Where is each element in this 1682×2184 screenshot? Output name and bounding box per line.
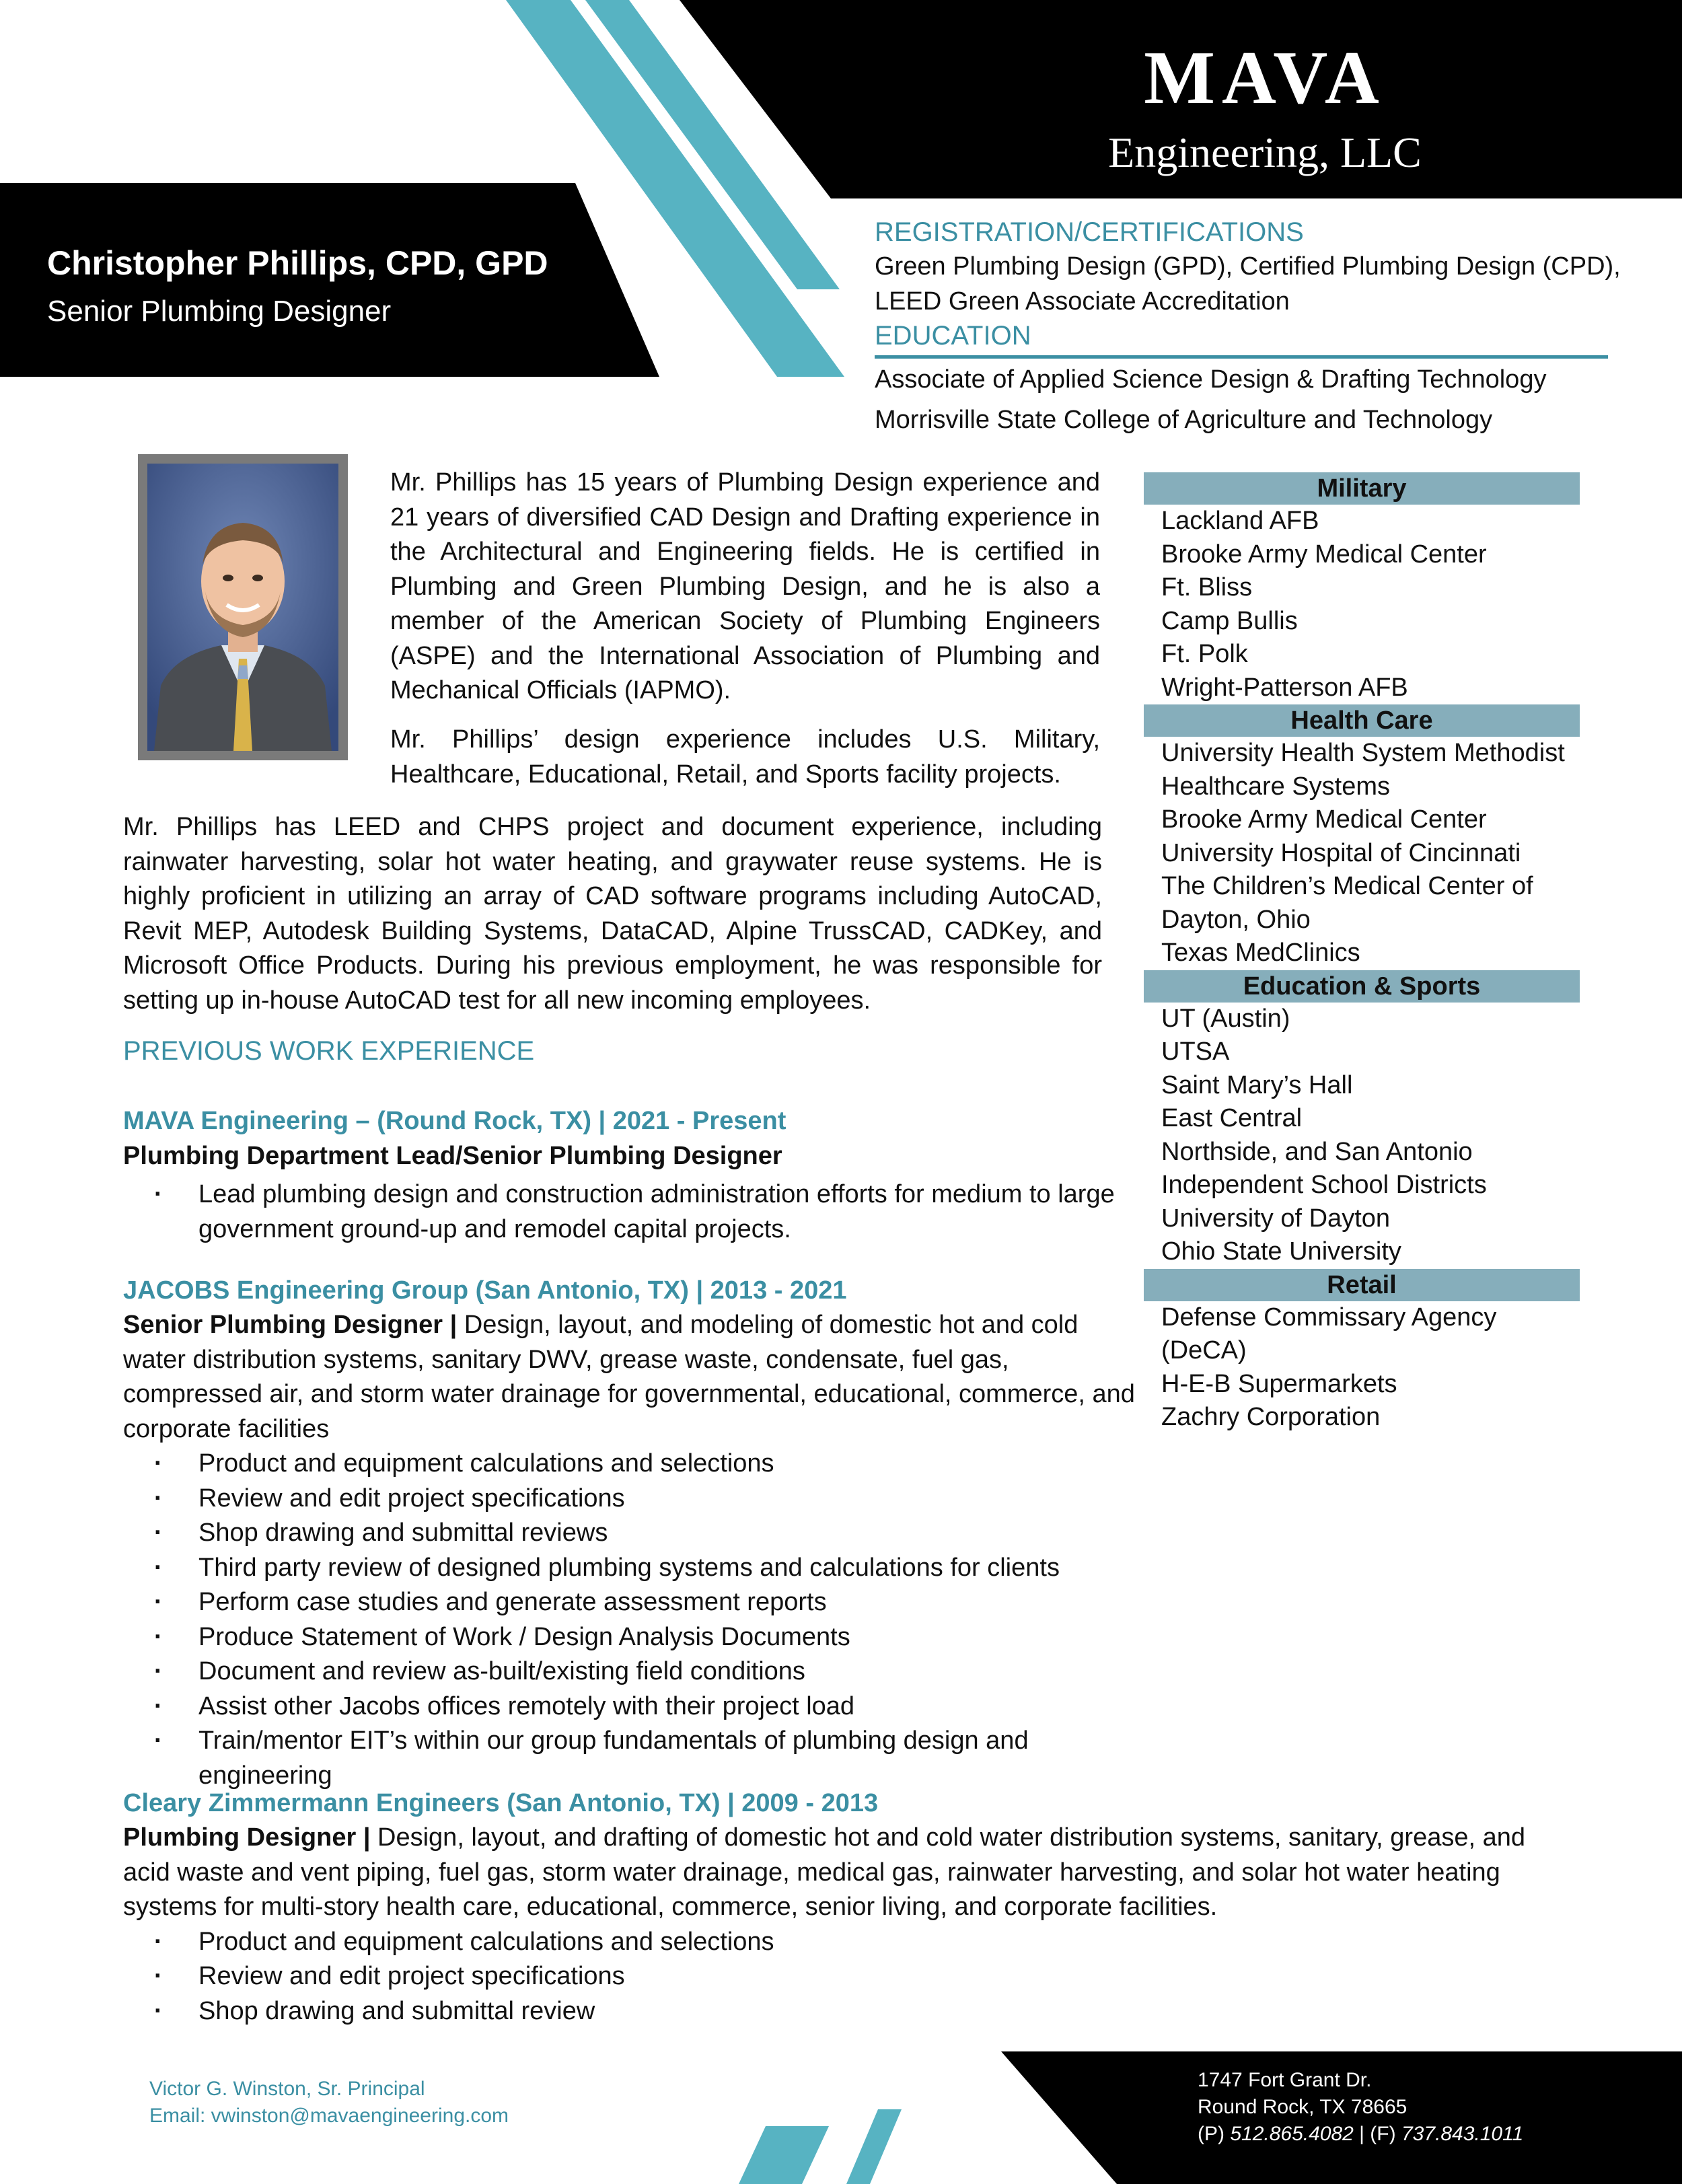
registrations-section: [875, 215, 1628, 353]
sidebar-item: Dayton, Ohio: [1161, 905, 1311, 934]
job-bullet: · Review and edit project specifications: [123, 1959, 1570, 1994]
sidebar-item: University of Dayton: [1161, 1204, 1391, 1233]
sidebar-item: The Children’s Medical Center of: [1161, 872, 1533, 900]
sidebar-item: Independent School Districts: [1161, 1171, 1487, 1199]
job-bullet: · Product and equipment calculations and selections: [123, 1925, 1570, 1960]
sidebar-item: Northside, and San Antonio: [1161, 1137, 1473, 1166]
company-name: MAVA: [1144, 36, 1386, 120]
sidebar-item: Camp Bullis: [1161, 606, 1298, 635]
job-bullet: · Product and equipment calculations and selections: [123, 1447, 1146, 1482]
job-description-text: Design, layout, and drafting of domestic hot and cold water distribution systems, sanitary, grease, and acid waste and vent piping, fuel gas, storm water drainage, medical gas, rainwater harvesting, and solar hot water heating systems for multi-story health care, educational, commerce, senior living, and corporate facilities.: [123, 1823, 1525, 1921]
person-title: Senior Plumbing Designer: [47, 295, 392, 328]
job-bullet: · Shop drawing and submittal review: [123, 1994, 1570, 2029]
sidebar-item: Healthcare Systems: [1161, 772, 1391, 801]
job-title: JACOBS Engineering Group (San Antonio, TX) | 2013 - 2021: [123, 1276, 847, 1305]
sidebar-item: East Central: [1161, 1104, 1303, 1132]
job-role: Senior Plumbing Designer |: [123, 1311, 458, 1339]
sidebar-item: UT (Austin): [1161, 1004, 1290, 1033]
job-description: [123, 1821, 1570, 1925]
footer-teal-stripe-1: [739, 2126, 829, 2184]
sidebar-item: Defense Commissary Agency (DeCA): [1161, 1303, 1497, 1364]
sidebar-heading-retail: Retail: [1144, 1269, 1580, 1301]
job-bullet: · Review and edit project specifications: [123, 1482, 1146, 1517]
sidebar-item: H-E-B Supermarkets: [1161, 1369, 1397, 1398]
experience-heading: PREVIOUS WORK EXPERIENCE: [123, 1036, 535, 1066]
job-entry: [123, 1786, 1570, 2029]
job-title: MAVA Engineering – (Round Rock, TX) | 2021 - Present: [123, 1107, 787, 1135]
sidebar-item: Wright-Patterson AFB: [1161, 673, 1408, 702]
phone-line: [1198, 2121, 1523, 2148]
sidebar-item: Zachry Corporation: [1161, 1403, 1381, 1431]
sidebar-heading-military: Military: [1144, 472, 1580, 505]
sidebar-item: Brooke Army Medical Center: [1161, 540, 1487, 569]
job-bullet: · Assist other Jacobs offices remotely with their project load: [123, 1689, 1146, 1724]
job-description: [123, 1308, 1146, 1447]
sidebar-item: Saint Mary’s Hall: [1161, 1070, 1353, 1099]
registrations-line: Green Plumbing Design (GPD), Certified Plumbing Design (CPD),: [875, 252, 1621, 281]
project-sidebar: [1144, 472, 1580, 1434]
job-entry: [123, 1273, 1146, 1793]
sidebar-item: University Health System Methodist: [1161, 739, 1565, 767]
footer-contact: [149, 2076, 509, 2130]
headshot-illustration: [147, 464, 338, 751]
headshot-photo: [138, 454, 348, 760]
company-subtitle: Engineering, LLC: [1108, 129, 1422, 176]
address-line-1: 1747 Fort Grant Dr.: [1198, 2069, 1372, 2091]
footer-teal-stripe-2: [846, 2109, 902, 2184]
job-bullet: · Train/mentor EIT’s within our group fundamentals of plumbing design and engineering: [123, 1724, 1146, 1793]
bio-paragraph-2: Mr. Phillips’ design experience includes U.S. Military, Healthcare, Educational, Retail, and Sports facility projects.: [390, 725, 1100, 789]
job-description-text: Design, layout, and modeling of domestic hot and cold water distribution systems, sanitary DWV, grease waste, condensate, fuel gas, compressed air, and storm water drainage for governmental, educational, commerce, and corporate facilities: [123, 1311, 1135, 1443]
phone-label: (P): [1198, 2123, 1231, 2145]
address-line-2: Round Rock, TX 78665: [1198, 2096, 1407, 2118]
job-bullet: · Document and review as-built/existing field conditions: [123, 1654, 1146, 1689]
education-line: Morrisville State College of Agriculture and Technology: [875, 406, 1493, 434]
sidebar-heading-health-care: Health Care: [1144, 704, 1580, 737]
education-line: Associate of Applied Science Design & Drafting Technology: [875, 365, 1547, 394]
fax-label: | (F): [1353, 2123, 1401, 2145]
job-title: Cleary Zimmermann Engineers (San Antonio, TX) | 2009 - 2013: [123, 1789, 879, 1817]
person-name: Christopher Phillips, CPD, GPD: [47, 244, 548, 282]
bio-paragraph-3: Mr. Phillips has LEED and CHPS project and document experience, including rainwater harvesting, solar hot water heating, and graywater reuse systems. He is highly proficient in utilizing an array of CAD software programs including AutoCAD, Revit MEP, Autodesk Building Systems, DataCAD, Alpine TrussCAD, CADKey, and Microsoft Office Products. During his previous employment, he was responsible for setting up in-house AutoCAD test for all new incoming employees.: [123, 813, 1102, 1015]
job-bullet: · Third party review of designed plumbing systems and calculations for clients: [123, 1551, 1146, 1586]
job-bullet: · Produce Statement of Work / Design Analysis Documents: [123, 1620, 1146, 1655]
phone-number[interactable]: 512.865.4082: [1230, 2123, 1354, 2145]
sidebar-item: Lackland AFB: [1161, 507, 1319, 535]
job-bullet: · Lead plumbing design and construction administration efforts for medium to large government ground-up and remodel capital projects.: [123, 1177, 1132, 1247]
sidebar-item: Texas MedClinics: [1161, 939, 1360, 967]
sidebar-item: Ohio State University: [1161, 1237, 1401, 1266]
sidebar-item: Ft. Polk: [1161, 640, 1248, 668]
fax-number: 737.843.1011: [1401, 2123, 1524, 2145]
education-heading: EDUCATION: [875, 321, 1031, 351]
contact-name: Victor G. Winston, Sr. Principal: [149, 2078, 425, 2100]
sidebar-item: UTSA: [1161, 1038, 1230, 1066]
education-section: [875, 359, 1628, 440]
education-divider: [875, 355, 1608, 359]
job-entry: [123, 1103, 1132, 1247]
job-role: Plumbing Designer |: [123, 1823, 371, 1852]
registrations-heading: REGISTRATION/CERTIFICATIONS: [875, 217, 1304, 247]
sidebar-item: Brooke Army Medical Center: [1161, 805, 1487, 834]
sidebar-heading-education-sports: Education & Sports: [1144, 970, 1580, 1003]
job-role: Plumbing Department Lead/Senior Plumbing Designer: [123, 1142, 782, 1170]
job-bullet: · Shop drawing and submittal reviews: [123, 1516, 1146, 1551]
sidebar-item: University Hospital of Cincinnati: [1161, 838, 1521, 867]
footer-address: [1198, 2067, 1523, 2148]
registrations-line: LEED Green Associate Accreditation: [875, 287, 1290, 316]
bio-paragraph-1: Mr. Phillips has 15 years of Plumbing Design experience and 21 years of diversified CAD Design and Drafting experience in the Architectural and Engineering fields. He is certified in Plumbing and Green Plumbing Design, and he is also a member of the American Society of Plumbing Engineers (ASPE) and the International Association of Plumbing and Mechanical Officials (IAPMO).: [390, 468, 1100, 704]
job-bullet: · Perform case studies and generate assessment reports: [123, 1585, 1146, 1620]
contact-email[interactable]: Email: vwinston@mavaengineering.com: [149, 2105, 509, 2127]
sidebar-item: Ft. Bliss: [1161, 573, 1253, 602]
